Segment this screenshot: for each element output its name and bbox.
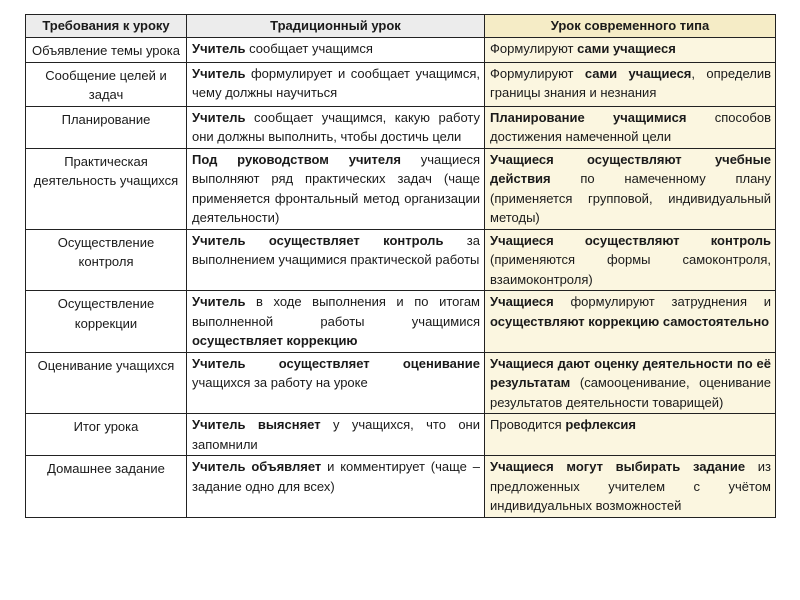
traditional-cell	[187, 414, 485, 456]
bold-text-segment: Под руководством учителя	[192, 151, 401, 167]
modern-cell	[485, 456, 776, 518]
bold-text-segment: Учащиеся могут выбирать задание	[490, 459, 746, 474]
bold-text-segment: Учитель	[192, 294, 246, 309]
bold-text-segment: Учащиеся осуществляют контроль	[490, 232, 771, 248]
requirement-cell: Сообщение целей и задач	[26, 62, 187, 106]
text-segment: Проводится	[490, 417, 566, 432]
requirement-cell: Объявление темы урока	[26, 38, 187, 63]
table-row	[26, 456, 776, 518]
table-row	[26, 414, 776, 456]
requirement-cell: Осуществление коррекции	[26, 291, 187, 353]
bold-text-segment: сами учащиеся	[577, 41, 676, 56]
bold-text-segment: осуществляет коррекцию	[192, 333, 358, 348]
traditional-cell	[187, 62, 485, 106]
text-segment: сообщает учащимся, какую работу они должны выполнить, чтобы достичь цели	[192, 109, 480, 144]
modern-cell	[485, 106, 776, 148]
text-segment: и комментирует (чаще – задание одно для всех)	[192, 459, 480, 494]
modern-cell	[485, 62, 776, 106]
requirement-cell: Планирование	[26, 106, 187, 148]
text-segment: (самооценивание, оценивание результатов деятельности товарищей)	[490, 375, 771, 410]
bold-text-segment: осуществляют коррекцию самостоятельно	[490, 313, 770, 329]
header-requirements: Требования к уроку	[26, 15, 187, 38]
table-row	[26, 148, 776, 229]
bold-text-segment: Учитель выясняет	[192, 417, 321, 432]
text-segment: по намеченному плану (применяется групповой, индивидуальный методы)	[490, 171, 771, 225]
table-header	[26, 15, 776, 38]
text-segment: (применяются формы самоконтроля, взаимоконтроля)	[490, 252, 771, 287]
comparison-table-wrapper	[25, 14, 776, 518]
modern-cell	[485, 229, 776, 291]
text-segment: из предложенных учителем с учётом индивидуальных возможностей	[490, 459, 771, 513]
text-segment: способов достижения намеченной цели	[490, 109, 771, 144]
header-row	[26, 15, 776, 38]
text-segment: сообщает учащимся	[245, 41, 373, 56]
text-segment: Формулируют	[490, 65, 585, 81]
header-modern: Урок современного типа	[485, 15, 776, 38]
modern-cell	[485, 148, 776, 229]
requirement-cell: Оценивание учащихся	[26, 352, 187, 414]
bold-text-segment: Учитель объявляет	[192, 459, 322, 474]
text-segment: в ходе выполнения и по итогам выполненной работы учащимися	[192, 294, 480, 329]
bold-text-segment: Учащиеся	[490, 294, 554, 309]
table-row	[26, 352, 776, 414]
requirement-cell: Осуществление контроля	[26, 229, 187, 291]
bold-text-segment: Учащиеся дают оценку деятельности по её результатам	[490, 355, 771, 390]
traditional-cell	[187, 106, 485, 148]
traditional-cell	[187, 291, 485, 353]
traditional-cell	[187, 456, 485, 518]
requirement-cell: Домашнее задание	[26, 456, 187, 518]
bold-text-segment: Учитель	[192, 65, 246, 81]
modern-cell	[485, 291, 776, 353]
text-segment: Формулируют	[490, 41, 578, 56]
text-segment: учащихся за работу на уроке	[192, 375, 368, 390]
bold-text-segment: Учащиеся осуществляют учебные действия	[490, 151, 771, 186]
bold-text-segment: Учитель	[192, 41, 246, 56]
text-segment: у учащихся, что они запомнили	[192, 417, 480, 452]
requirement-cell: Практическая деятельность учащихся	[26, 148, 187, 229]
text-segment: , определив границы знания и незнания	[490, 65, 771, 100]
table-row	[26, 38, 776, 63]
bold-text-segment: сами учащиеся	[584, 65, 692, 81]
bold-text-segment: рефлексия	[565, 417, 637, 432]
traditional-cell	[187, 352, 485, 414]
bold-text-segment: Учитель	[192, 109, 246, 125]
text-segment: формулирует и сообщает учащимся, чему должны научиться	[192, 65, 480, 100]
table-row	[26, 291, 776, 353]
table-row	[26, 229, 776, 291]
bold-text-segment: Планирование учащимися	[490, 109, 687, 125]
text-segment: учащиеся выполняют ряд практических задач (чаще применяется фронтальный метод организации деятельности)	[192, 151, 480, 225]
bold-text-segment: Учитель осуществляет контроль	[192, 232, 444, 248]
table-body	[26, 38, 776, 518]
table-row	[26, 62, 776, 106]
requirement-cell: Итог урока	[26, 414, 187, 456]
table-row	[26, 106, 776, 148]
text-segment: за выполнением учащимися практической работы	[192, 232, 480, 267]
text-segment: формулируют затруднения и	[553, 294, 771, 309]
traditional-cell	[187, 229, 485, 291]
traditional-cell	[187, 38, 485, 63]
modern-cell	[485, 414, 776, 456]
lesson-comparison-table	[25, 14, 776, 518]
traditional-cell	[187, 148, 485, 229]
bold-text-segment: Учитель осуществляет оценивание	[192, 355, 480, 371]
modern-cell	[485, 352, 776, 414]
modern-cell	[485, 38, 776, 63]
header-traditional: Традиционный урок	[187, 15, 485, 38]
